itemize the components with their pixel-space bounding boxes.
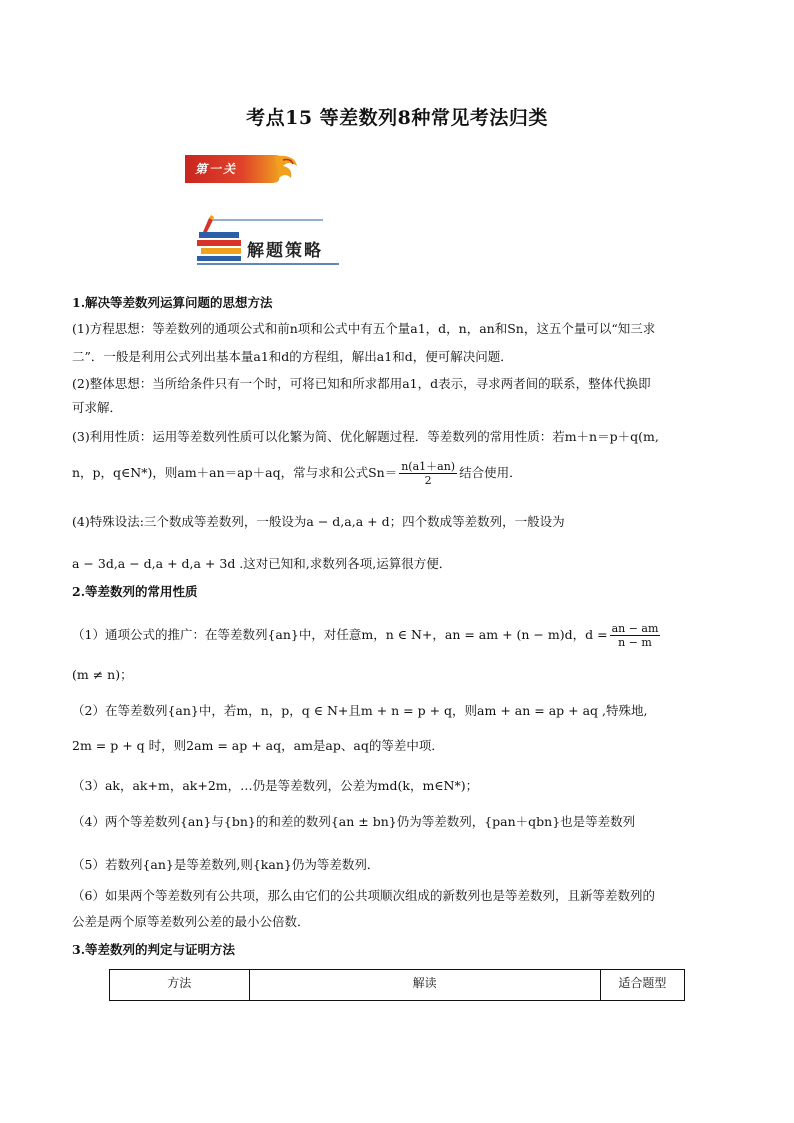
paragraph-line: （5）若数列{an}是等差数列,则{kan}仍为等差数列．: [72, 857, 380, 872]
paragraph-line: [72, 460, 722, 487]
paragraph-line: 可求解．: [72, 400, 123, 415]
paragraph-line: （6）如果两个等差数列有公共项，那么由它们的公共项顺次组成的新数列也是等差数列，且新等差数列的: [72, 888, 655, 903]
page-title: 考点15 等差数列8种常见考法归类: [246, 107, 548, 129]
paragraph-line: （4）两个等差数列{an}与{bn}的和差的数列{an ± bn}仍为等差数列，{pan＋qbn}也是等差数列: [72, 814, 636, 829]
sum-formula-fraction: [399, 460, 457, 487]
table-header-cell: 解读: [249, 970, 600, 1001]
banner-label: 第一关: [195, 162, 238, 176]
paragraph-line: a − 3d,a − d,a + d,a + 3d .这对已知和,求数列各项,运算很方便．: [72, 556, 452, 571]
section-banner: [183, 152, 303, 186]
paragraph-line: (2)整体思想：当所给条件只有一个时，可将已知和所求都用a1，d表示，寻求两者间的联系，整体代换即: [72, 376, 651, 391]
paragraph-line: 公差是两个原等差数列公差的最小公倍数．: [72, 914, 310, 929]
methods-table: [109, 969, 685, 1001]
fraction-numerator: n(a1＋an): [401, 460, 456, 473]
paragraph-line: （2）在等差数列{an}中，若m，n，p，q ∈ N+且m + n = p + q，则am + an = ap + aq ,特殊地,: [72, 703, 648, 718]
section-heading: 2.等差数列的常用性质: [72, 584, 198, 599]
formula-text: n，p，q∈N*)，则am＋an＝ap＋aq，常与求和公式Sn＝: [72, 465, 398, 480]
section-heading: 1.解决等差数列运算问题的思想方法: [72, 295, 273, 310]
section-heading: 3.等差数列的判定与证明方法: [72, 942, 236, 957]
paragraph-line: (1)方程思想：等差数列的通项公式和前n项和公式中有五个量a1，d，n，an和Sn，这五个量可以“知三求: [72, 321, 656, 336]
paragraph-line: （3）ak，ak+m，ak+2m，…仍是等差数列，公差为md(k，m∈N*)；: [72, 778, 479, 793]
paragraph-line: (m ≠ n)；: [72, 667, 133, 682]
paragraph-line: 二”．一般是利用公式列出基本量a1和d的方程组，解出a1和d，便可解决问题．: [72, 349, 513, 364]
formula-text: （1）通项公式的推广：在等差数列{an}中，对任意m，n ∈ N+，an = am + (n − m)d，d =: [72, 627, 608, 642]
fraction-denominator: n − m: [618, 636, 652, 649]
fraction-numerator: an − am: [611, 622, 659, 635]
paragraph-line: (3)利用性质：运用等差数列性质可以化繁为简、优化解题过程．等差数列的常用性质：若m＋n＝p＋q(m,: [72, 429, 659, 444]
strategy-header: [193, 214, 343, 268]
fraction-denominator: 2: [424, 474, 432, 487]
paragraph-line: [72, 622, 722, 649]
table-header-row: [110, 970, 685, 1001]
table-header-cell: 适合题型: [600, 970, 684, 1001]
formula-text: 结合使用．: [459, 465, 522, 480]
paragraph-line: (4)特殊设法:三个数成等差数列，一般设为a − d,a,a + d；四个数成等差数列，一般设为: [72, 514, 565, 529]
difference-formula-fraction: [610, 622, 661, 649]
paragraph-line: 2m = p + q 时，则2am = ap + aq，am是ap、aq的等差中项．: [72, 738, 444, 753]
strategy-label: 解题策略: [247, 241, 323, 261]
table-header-cell: 方法: [110, 970, 250, 1001]
